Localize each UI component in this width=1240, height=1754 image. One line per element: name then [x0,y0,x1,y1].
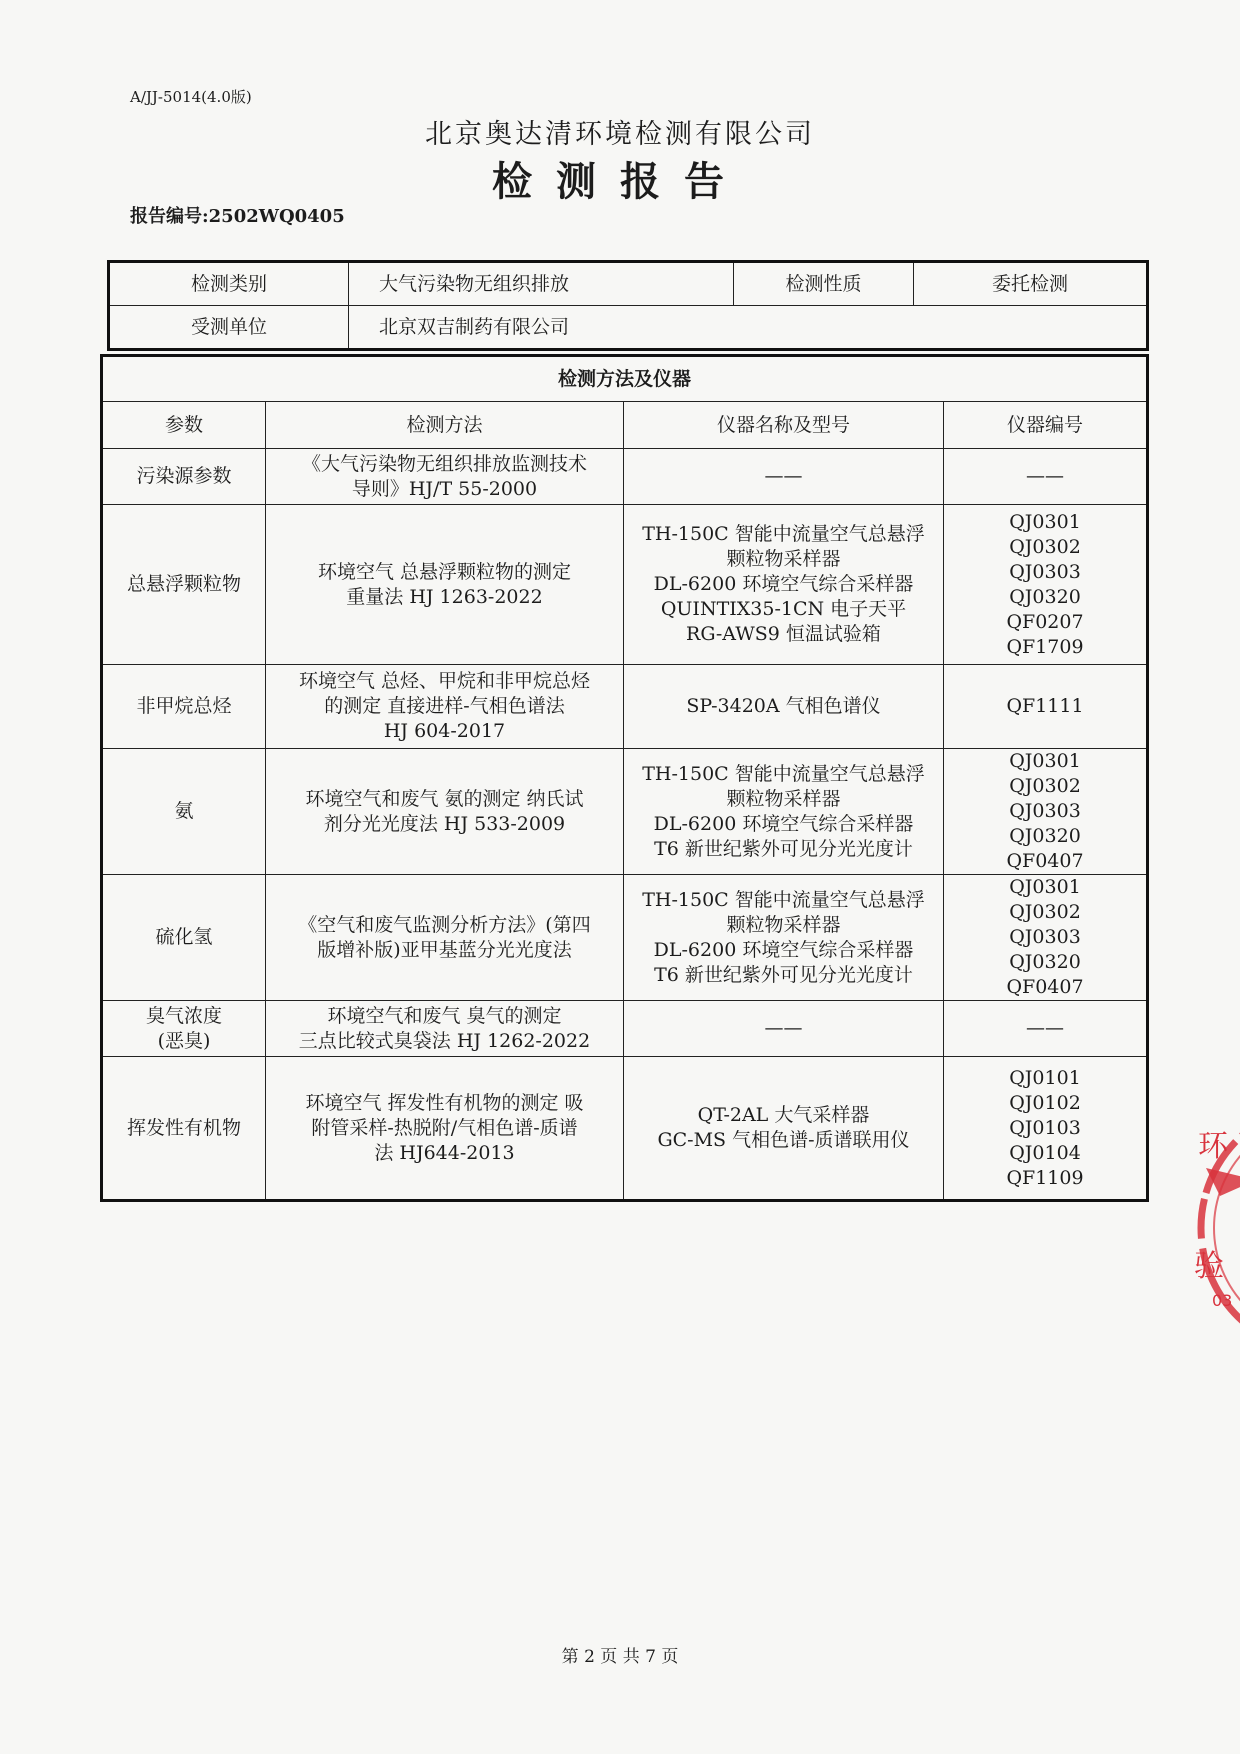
seal-graphic [1176,1098,1240,1358]
page-number: 第 2 页 共 7 页 [561,1647,679,1667]
param-cell [102,749,266,875]
code-line: QJ0303 [1009,560,1081,583]
company-name: 北京奥达清环境检测有限公司 [425,119,815,150]
instrument-line: RG-AWS9 恒温试验箱 [686,623,881,645]
code-cell [944,875,1148,1001]
param-line: 非甲烷总烃 [136,695,232,717]
method-line: 三点比较式臭袋法 HJ 1262-2022 [298,1029,591,1052]
param-cell [102,449,266,505]
param-line: (恶臭) [157,1029,211,1052]
code-line: QF0207 [1006,610,1084,633]
code-line: QJ0320 [1009,585,1081,608]
code-line: QJ0104 [1009,1141,1081,1164]
param-line: 挥发性有机物 [126,1116,241,1139]
code-line: QJ0303 [1009,926,1081,948]
code-line: QF0407 [1006,976,1084,998]
instrument-line: DL-6200 环境空气综合采样器 [653,938,914,961]
code-cell [944,1057,1148,1201]
method-cell [266,665,624,749]
instrument-line: TH-150C 智能中流量空气总悬浮 [642,523,925,545]
instrument-line: DL-6200 环境空气综合采样器 [653,573,914,595]
info-row-client [109,306,1148,350]
company-seal [1176,1098,1240,1358]
method-row [102,505,1148,665]
code-line: QJ0101 [1009,1066,1081,1089]
client-value: 北京双吉制药有限公司 [349,306,1148,350]
param-line: 污染源参数 [136,465,232,487]
instrument-line: —— [764,1017,803,1039]
instrument-cell [624,505,944,665]
code-line: QJ0302 [1009,535,1081,558]
nature-label: 检测性质 [734,262,914,306]
code-cell [944,1001,1148,1057]
code-line: QJ0102 [1009,1091,1081,1114]
column-header-instrument: 仪器名称及型号 [624,402,944,449]
param-cell [102,505,266,665]
instrument-line: —— [764,465,803,487]
instrument-line: T6 新世纪紫外可见分光光度计 [654,837,913,860]
info-row-category [109,262,1148,306]
instrument-line: 颗粒物采样器 [726,548,841,570]
method-cell [266,1001,624,1057]
instrument-line: DL-6200 环境空气综合采样器 [653,812,914,835]
method-line: 环境空气 挥发性有机物的测定 吸 [305,1091,584,1114]
code-line: QJ0302 [1009,901,1081,923]
instrument-line: 颗粒物采样器 [726,913,841,936]
section-header-row [102,356,1148,402]
method-row [102,1057,1148,1201]
code-line: QF1111 [1006,695,1084,717]
method-line: 重量法 HJ 1263-2022 [346,585,543,608]
seal-char-mid: 验 [1194,1249,1224,1284]
category-value: 大气污染物无组织排放 [349,262,734,306]
code-line: QJ0320 [1009,951,1081,973]
code-line: QJ0103 [1009,1116,1081,1139]
seal-char-bottom: 03 [1212,1291,1233,1310]
method-cell [266,1057,624,1201]
instrument-line: QUINTIX35-1CN 电子天平 [660,598,907,620]
document-title: 检测报告 [492,158,748,205]
method-cell [266,449,624,505]
method-cell [266,875,624,1001]
code-cell [944,749,1148,875]
method-line: HJ 604-2017 [383,720,506,742]
code-line: —— [1026,465,1064,487]
method-line: 剂分光光度法 HJ 533-2009 [323,812,566,835]
code-cell [944,449,1148,505]
instrument-cell [624,665,944,749]
code-line: QJ0302 [1009,775,1081,797]
column-header-row [102,402,1148,449]
section-title: 检测方法及仪器 [102,356,1148,402]
method-line: 环境空气和废气 氨的测定 纳氏试 [305,787,584,810]
instrument-line: TH-150C 智能中流量空气总悬浮 [642,762,925,785]
instrument-cell [624,749,944,875]
method-line: 版增补版)亚甲基蓝分光光度法 [317,938,572,961]
code-line: QF0407 [1006,850,1084,872]
instrument-line: T6 新世纪紫外可见分光光度计 [654,963,913,986]
column-header-method: 检测方法 [266,402,624,449]
method-line: 环境空气 总烃、甲烷和非甲烷总烃 [298,670,591,692]
method-cell [266,749,624,875]
category-label: 检测类别 [109,262,349,306]
method-line: 导则》HJ/T 55-2000 [351,477,538,500]
code-line: QJ0303 [1009,800,1081,822]
method-line: 《空气和废气监测分析方法》(第四 [298,913,591,936]
form-code: A/JJ-5014(4.0版) [130,88,252,106]
code-line: QF1109 [1006,1166,1084,1189]
column-header-code: 仪器编号 [944,402,1148,449]
param-line: 硫化氢 [155,926,213,948]
instrument-line: SP-3420A 气相色谱仪 [686,695,881,717]
method-row [102,449,1148,505]
param-line: 臭气浓度 [145,1004,222,1027]
param-line: 总悬浮颗粒物 [126,573,241,595]
method-row [102,749,1148,875]
method-row [102,665,1148,749]
info-table [107,260,1149,351]
code-line: QJ0301 [1009,750,1081,772]
report-number: 报告编号:2502WQ0405 [130,206,345,227]
client-label: 受测单位 [109,306,349,350]
param-cell [102,875,266,1001]
method-line: 的测定 直接进样-气相色谱法 [324,695,565,717]
nature-value: 委托检测 [914,262,1148,306]
param-cell [102,665,266,749]
code-line: QF1709 [1006,635,1084,658]
method-table [100,354,1149,1202]
method-line: 《大气污染物无组织排放监测技术 [301,452,587,475]
code-line: QJ0301 [1009,876,1081,898]
instrument-cell [624,1001,944,1057]
code-cell [944,665,1148,749]
code-cell [944,505,1148,665]
code-line: QJ0301 [1009,510,1081,533]
seal-char-top: 环 [1198,1129,1228,1164]
instrument-line: QT-2AL 大气采样器 [697,1104,870,1126]
column-header-param: 参数 [102,402,266,449]
method-line: 附管采样-热脱附/气相色谱-质谱 [311,1116,578,1139]
instrument-cell [624,875,944,1001]
method-line: 环境空气 总悬浮颗粒物的测定 [317,560,572,583]
instrument-line: TH-150C 智能中流量空气总悬浮 [642,888,925,911]
instrument-cell [624,1057,944,1201]
param-cell [102,1057,266,1201]
method-row [102,1001,1148,1057]
instrument-line: 颗粒物采样器 [726,787,841,810]
method-line: 法 HJ644-2013 [374,1141,515,1164]
method-row [102,875,1148,1001]
code-line: —— [1026,1017,1064,1039]
instrument-cell [624,449,944,505]
param-line: 氨 [174,800,194,822]
instrument-line: GC-MS 气相色谱-质谱联用仪 [657,1129,910,1151]
method-cell [266,505,624,665]
param-cell [102,1001,266,1057]
code-line: QJ0320 [1009,825,1081,847]
method-line: 环境空气和废气 臭气的测定 [327,1004,562,1027]
